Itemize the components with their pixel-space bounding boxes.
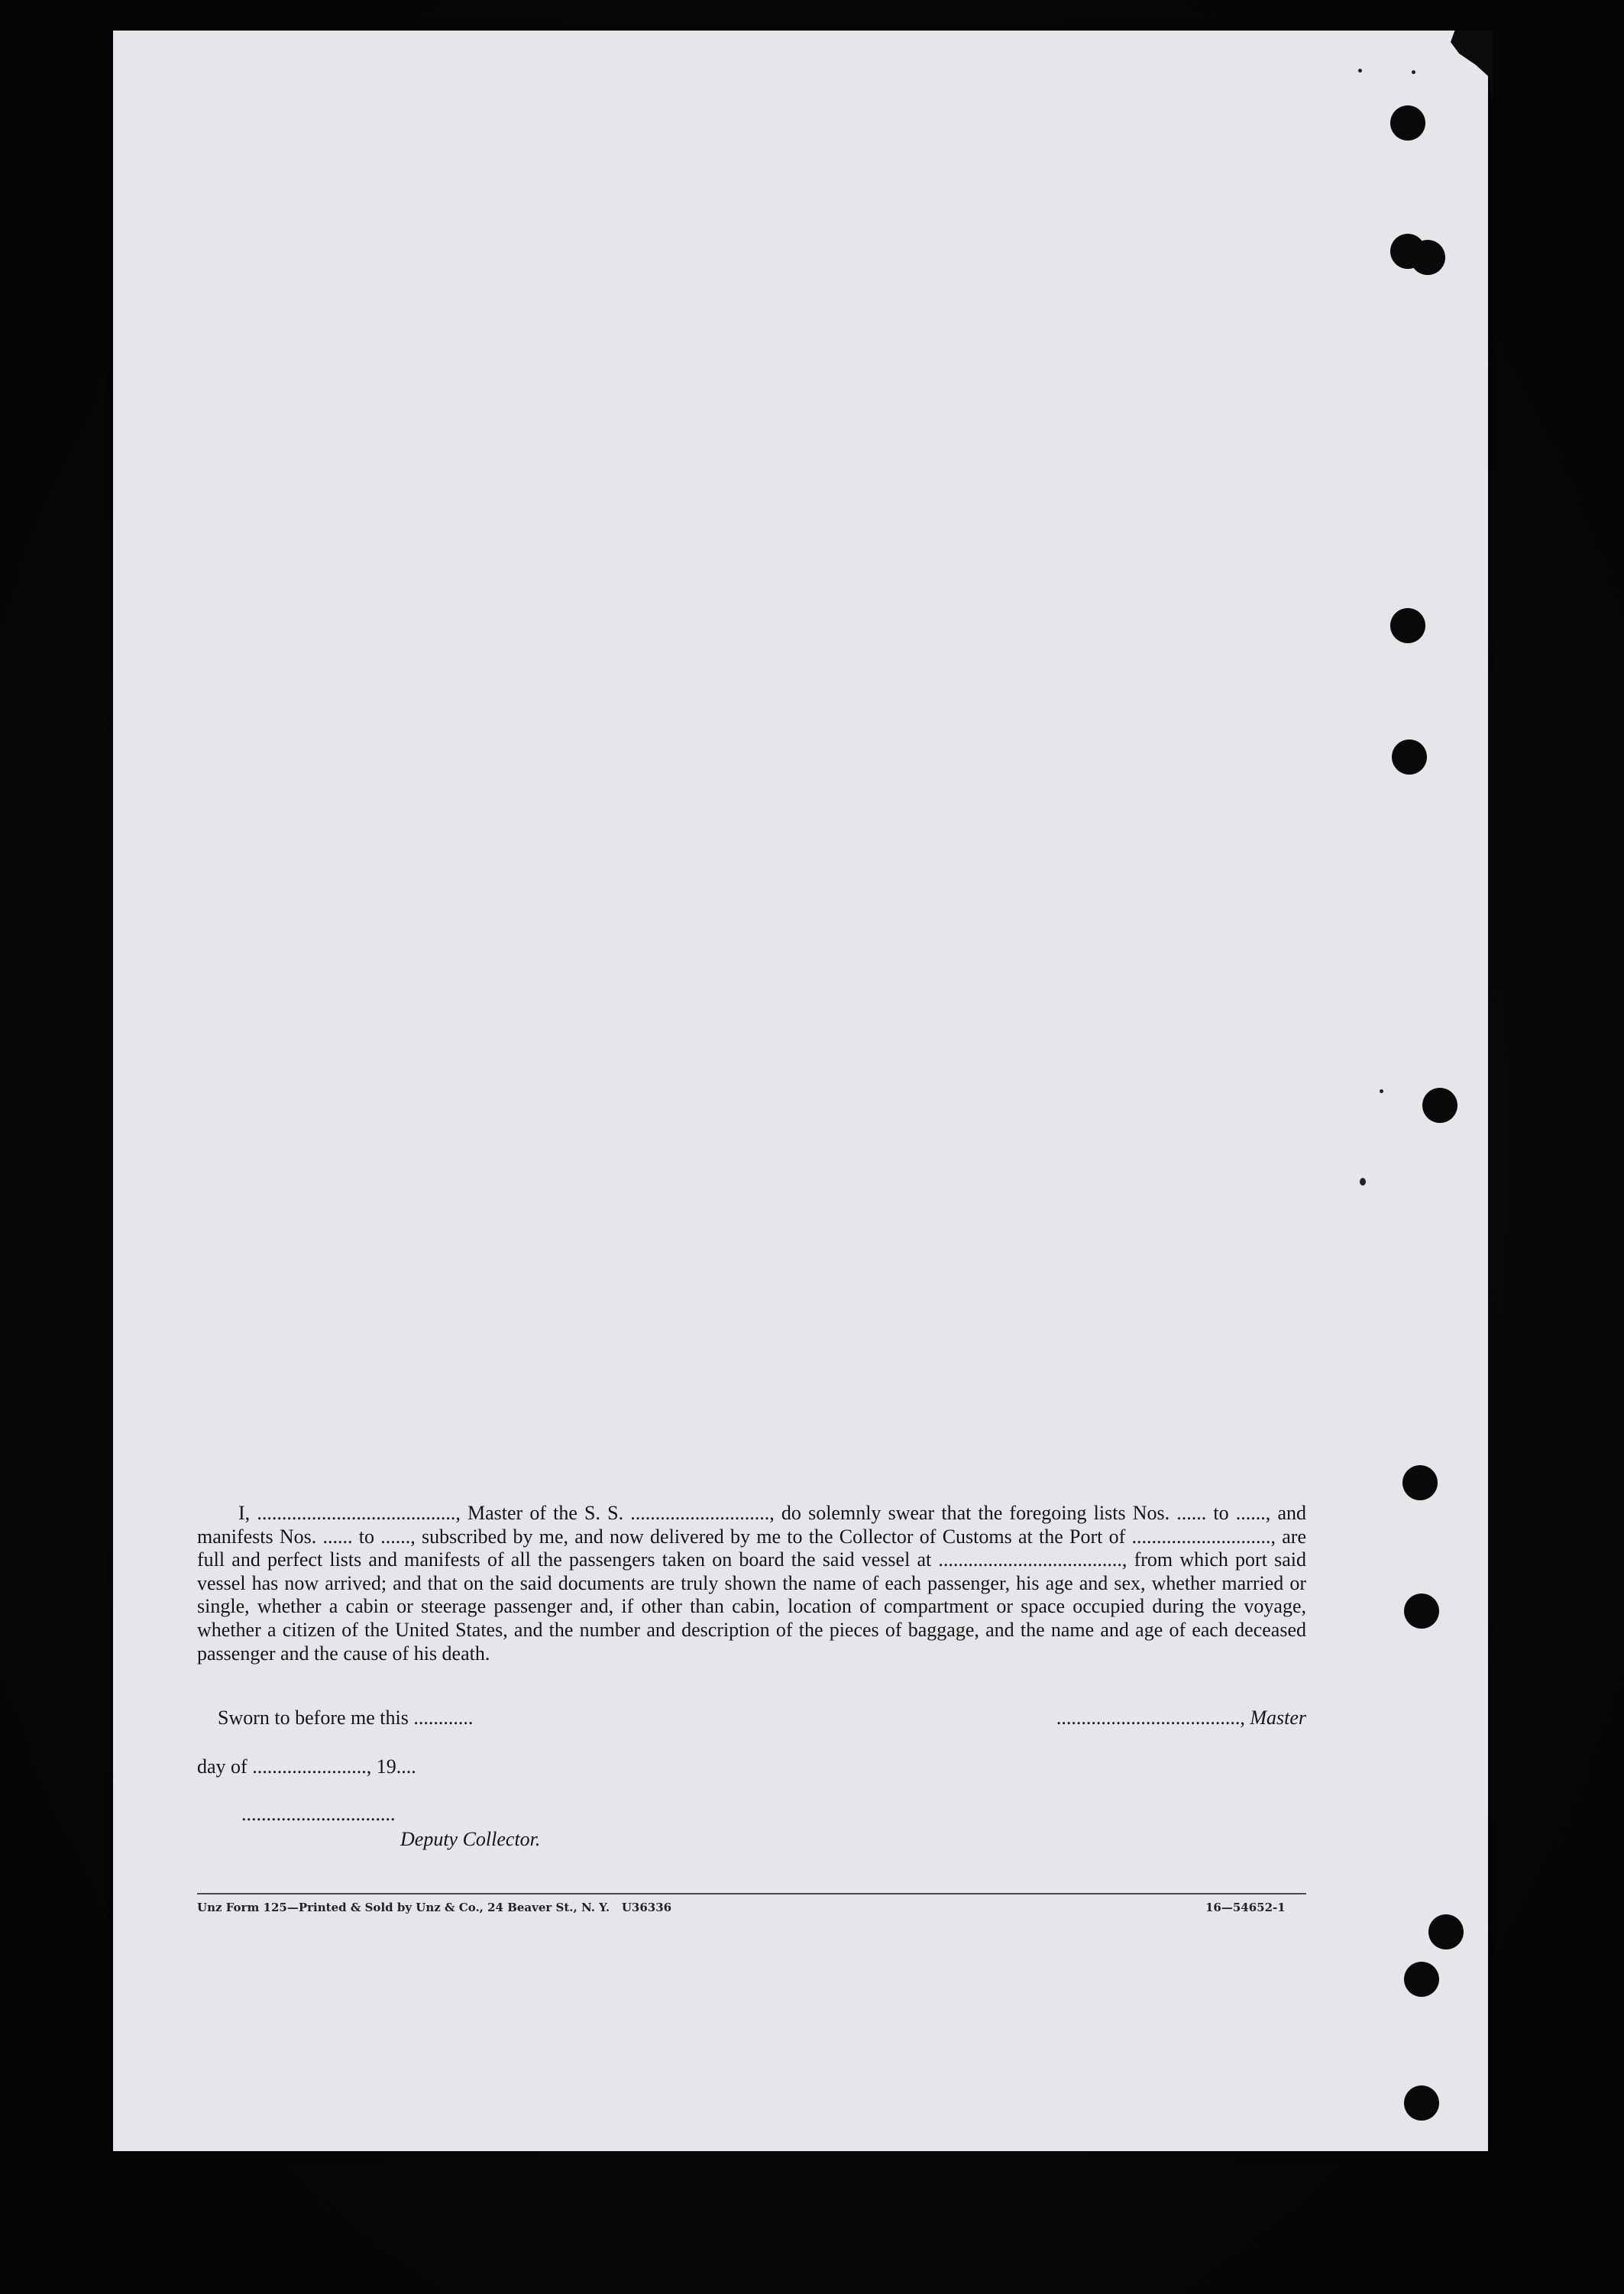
scan-speck <box>1380 1089 1383 1093</box>
oath-text: I, ........................................, Master of the S. S. ............................, do solemnly swear that the foregoing lists Nos. ...... to ......, and manifests Nos. ...... to ......, subscribed by me, and now delivered by me to the Collector of Customs at the Port of ............................, are full and perfect lists and manifests of all the passengers taken on board the said vessel at ....................................., from which port said vessel has now arrived; and that on the said documents are truly shown the name of each passenger, his age and sex, whether married or single, whether a cabin or steerage passenger and, if other than cabin, location of compartment or space occupied during the voyage, whether a citizen of the United States, and the number and description of the pieces of baggage, and the name and age of each deceased passenger and the cause of his death. <box>197 1502 1306 1665</box>
printer-imprint: Unz Form 125—Printed & Sold by Unz & Co., 24 Beaver St., N. Y. U36336 <box>197 1901 672 1914</box>
sworn-text: Sworn to before me this ............ <box>218 1707 474 1729</box>
punch-hole <box>1428 1914 1464 1949</box>
sworn-row <box>197 1707 1306 1734</box>
deputy-signature-dots: ............................... <box>241 1803 396 1825</box>
punch-hole <box>1410 240 1445 275</box>
deputy-collector-label: Deputy Collector. <box>400 1828 541 1850</box>
master-signature-dots: ....................................., <box>1056 1707 1245 1729</box>
punch-hole <box>1390 105 1425 141</box>
form-number: 16—54652-1 <box>1205 1901 1286 1914</box>
footer-divider <box>197 1893 1306 1894</box>
scan-speck <box>1412 70 1415 74</box>
punch-hole <box>1422 1088 1457 1123</box>
master-oath-paragraph <box>197 1502 1306 1665</box>
master-signature-line <box>1056 1707 1306 1729</box>
scan-speck <box>1358 69 1362 73</box>
punch-hole <box>1404 1962 1439 1997</box>
scan-speck <box>1360 1178 1366 1186</box>
punch-hole <box>1404 1594 1439 1629</box>
date-line: day of ......................., 19.... <box>197 1755 416 1778</box>
document-page <box>113 31 1488 2151</box>
punch-hole <box>1402 1465 1438 1500</box>
punch-hole <box>1392 739 1427 775</box>
master-role-label: Master <box>1250 1707 1306 1729</box>
torn-corner <box>1409 31 1493 107</box>
punch-hole <box>1404 2085 1439 2121</box>
punch-hole <box>1390 608 1425 643</box>
